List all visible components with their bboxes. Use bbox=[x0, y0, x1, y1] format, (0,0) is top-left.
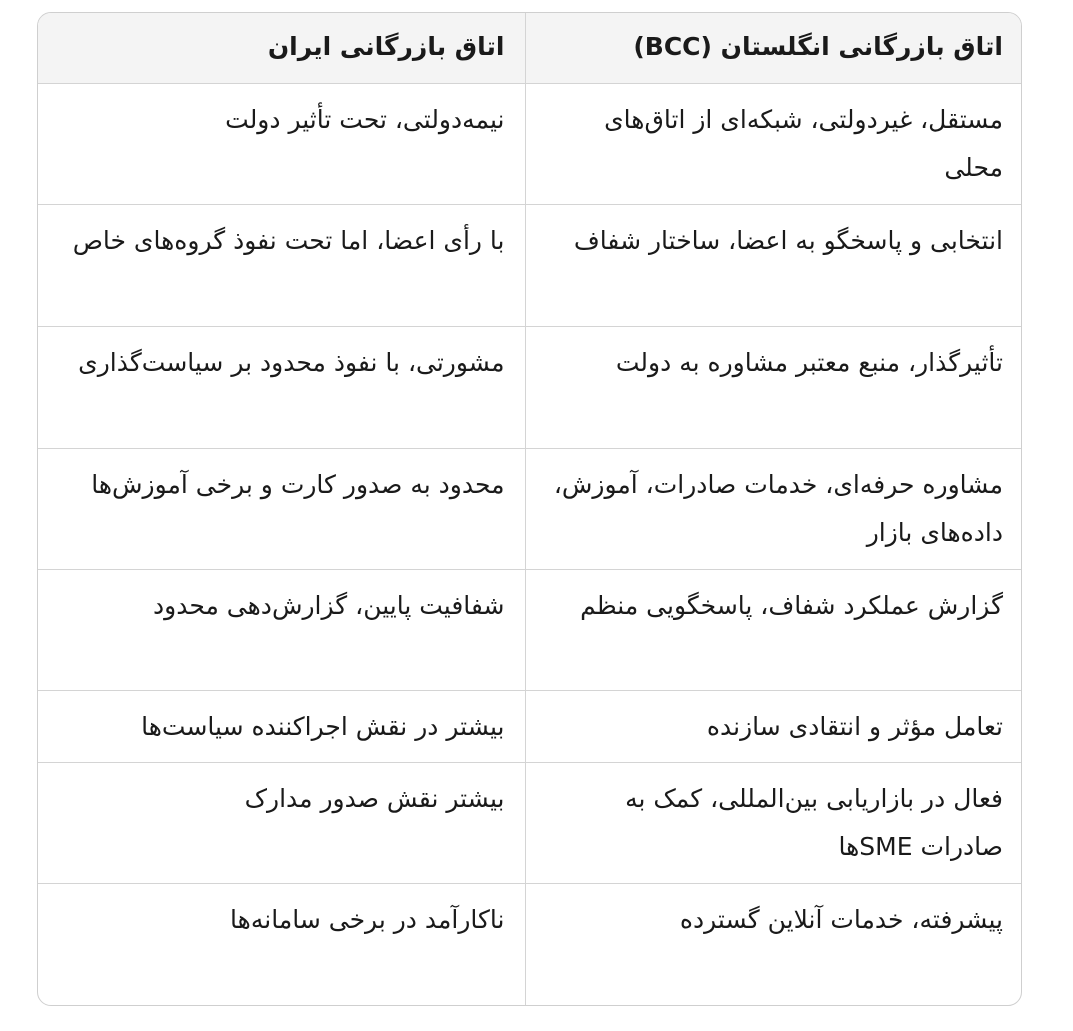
table-row bbox=[38, 883, 1022, 1006]
cell-iran: ناکارآمد در برخی سامانه‌ها bbox=[230, 904, 505, 934]
cell-iran: مشورتی، با نفوذ محدود بر سیاست‌گذاری bbox=[38, 326, 525, 448]
cell-iran: محدود به صدور کارت و برخی آموزش‌ها bbox=[38, 448, 525, 569]
table-row bbox=[38, 690, 1022, 762]
cell-bcc: تعامل مؤثر و انتقادی سازنده bbox=[525, 690, 1022, 762]
cell-iran: شفافیت پایین، گزارش‌دهی محدود bbox=[38, 569, 525, 690]
table-row bbox=[38, 326, 1022, 448]
cell-iran: با رأی اعضا، اما تحت نفوذ گروه‌های خاص bbox=[38, 204, 525, 326]
cell-bcc: انتخابی و پاسخگو به اعضا، ساختار شفاف bbox=[525, 204, 1022, 326]
table-row bbox=[38, 204, 1022, 326]
cell-bcc: مشاوره حرفه‌ای، خدمات صادرات، آموزش، داده‌های بازار bbox=[525, 448, 1022, 569]
comparison-table bbox=[37, 12, 1022, 1006]
cell-bcc: فعال در بازاریابی بین‌المللی، کمک به صادرات SMEها bbox=[525, 762, 1022, 883]
cell-iran: بیشتر نقش صدور مدارک bbox=[38, 762, 525, 883]
cell-bcc: مستقل، غیردولتی، شبکه‌ای از اتاق‌های محلی bbox=[525, 83, 1022, 204]
table-row bbox=[38, 569, 1022, 690]
table-header-row bbox=[38, 13, 1022, 83]
table-row bbox=[38, 83, 1022, 204]
table-row bbox=[38, 762, 1022, 883]
cell-iran: بیشتر در نقش اجراکننده سیاست‌ها bbox=[38, 690, 525, 762]
cell-iran: نیمه‌دولتی، تحت تأثیر دولت bbox=[38, 83, 525, 204]
table-row bbox=[38, 448, 1022, 569]
table bbox=[38, 13, 1022, 1006]
cell-bcc: تأثیرگذار، منبع معتبر مشاوره به دولت bbox=[525, 326, 1022, 448]
header-bcc: اتاق بازرگانی انگلستان (BCC) bbox=[525, 13, 1022, 83]
cell-bcc: پیشرفته، خدمات آنلاین گسترده bbox=[525, 883, 1022, 1006]
header-iran-chamber: اتاق بازرگانی ایران bbox=[38, 13, 525, 83]
cell-bcc: گزارش عملکرد شفاف، پاسخگویی منظم bbox=[525, 569, 1022, 690]
